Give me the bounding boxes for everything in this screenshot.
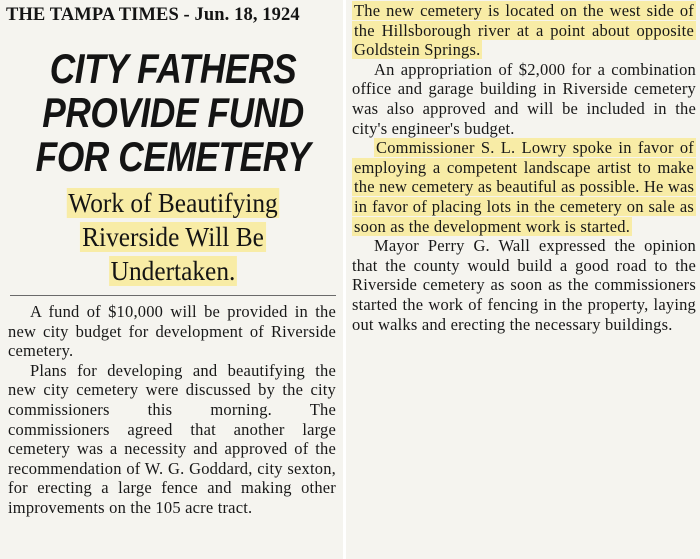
subhead-highlight-2: Riverside Will Be: [82, 222, 264, 252]
subhead-highlight-3: Undertaken.: [110, 256, 236, 286]
paragraph-4: [352, 138, 696, 236]
paragraph-1: A fund of $10,000 will be provided in the new city budget for development of Riverside cemetery.: [8, 302, 336, 361]
subhead-highlight-1: Work of Beautifying: [68, 188, 278, 218]
headline-line-1: CITY FATHERS: [49, 45, 297, 92]
paragraph-2: Plans for developing and beautifying the new city cemetery were discussed by the city commissioners this morning. The commissioners agreed that another large cemetery was a necessity and approved of the recommendation of W. G. Goddard, city sexton, for erecting a large fence and making other improvements on the 105 acre tract.: [8, 360, 336, 517]
masthead: THE TAMPA TIMES - Jun. 18, 1924: [6, 5, 300, 25]
headline-line-3: FOR CEMETERY: [35, 133, 311, 180]
article-body-right: [352, 1, 696, 334]
right-clipping: [346, 0, 700, 559]
headline-line-2: PROVIDE FUND: [42, 89, 304, 136]
subhead-line-3: [16, 256, 330, 286]
highlight-cemetery-location: The new cemetery is located on the west side of the Hillsborough river at a point about opposite Goldstein Springs.: [354, 1, 694, 60]
paragraph-3: An appropriation of $2,000 for a combination office and garage building in Riverside cemetery was also approved and will be included in the city's engineer's budget.: [352, 59, 696, 138]
paragraph-5: Mayor Perry G. Wall expressed the opinion that the county would build a good road to the Riverside cemetery as soon as the commissioners started the work of fencing in the property, laying out walks and erecting the necessary buildings.: [352, 236, 696, 334]
left-clipping: [0, 0, 343, 559]
highlight-lowry-statement: Commissioner S. L. Lowry spoke in favor of employing a competent landscape artist to make the new cemetery as beautiful as possible. He was in favor of placing lots in the cemetery on sale as soon as the development work is started.: [354, 138, 695, 236]
article-body-left: [8, 302, 336, 518]
divider-rule: [10, 295, 336, 296]
subhead-line-1: [16, 188, 330, 218]
subhead-line-2: [16, 222, 330, 252]
paragraph-2-continued: [352, 1, 696, 60]
